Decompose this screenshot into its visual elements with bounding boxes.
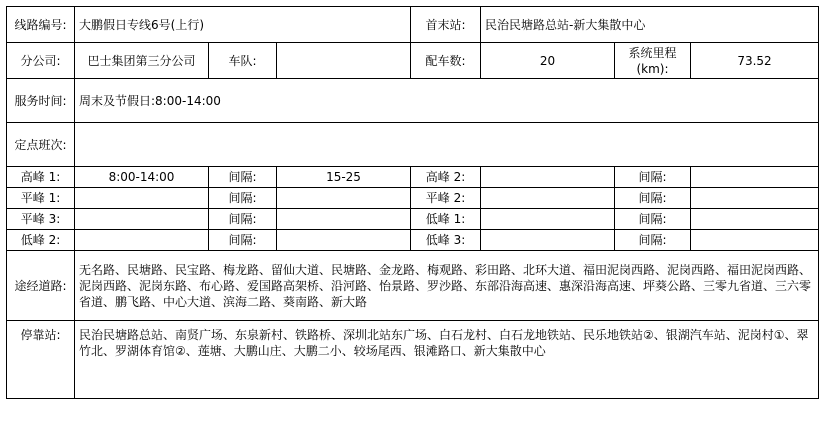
low1-interval-label: 间隔: [615, 209, 691, 230]
peak2-time [481, 167, 615, 188]
row-service-time [7, 79, 819, 123]
mileage-label: 系统里程(km): [615, 43, 691, 79]
low1-label: 低峰 1: [411, 209, 481, 230]
fixed-schedule-value [75, 123, 819, 167]
flat1-time [75, 188, 209, 209]
low2-time [75, 230, 209, 251]
low3-interval [691, 230, 819, 251]
row-fixed-schedule [7, 123, 819, 167]
terminals-label: 首末站: [411, 7, 481, 43]
service-time-label: 服务时间: [7, 79, 75, 123]
vehicles-value: 20 [481, 43, 615, 79]
flat3-interval-label: 间隔: [209, 209, 277, 230]
route-info-table [6, 6, 819, 399]
stops-value: 民治民塘路总站、南贤广场、东泉新村、铁路桥、深圳北站东广场、白石龙村、白石龙地铁站、民乐地铁站②、银湖汽车站、泥岗村①、翠竹北、罗湖体育馆②、莲塘、大鹏山庄、大鹏二小、较场尾西、银滩路口、新大集散中心 [75, 321, 819, 399]
flat1-interval [277, 188, 411, 209]
vehicles-label: 配车数: [411, 43, 481, 79]
low3-interval-label: 间隔: [615, 230, 691, 251]
row-interval [7, 167, 819, 188]
peak2-interval-label: 间隔: [615, 167, 691, 188]
row-interval [7, 209, 819, 230]
mileage-value: 73.52 [691, 43, 819, 79]
route-no-value: 大鹏假日专线6号(上行) [75, 7, 411, 43]
fleet-value [277, 43, 411, 79]
service-time-value: 周末及节假日:8:00-14:00 [75, 79, 819, 123]
flat2-interval [691, 188, 819, 209]
row-stops [7, 321, 819, 399]
low2-interval-label: 间隔: [209, 230, 277, 251]
via-roads-value: 无名路、民塘路、民宝路、梅龙路、留仙大道、民塘路、金龙路、梅观路、彩田路、北环大道、福田泥岗西路、泥岗西路、福田泥岗西路、泥岗西路、泥岗东路、布心路、爱国路高架桥、沿河路、怡景路、罗沙路、东部沿海高速、惠深沿海高速、坪葵公路、三零九省道、三六零省道、鹏飞路、中心大道、滨海二路、葵南路、新大路 [75, 251, 819, 321]
row-interval [7, 188, 819, 209]
low1-time [481, 209, 615, 230]
fleet-label: 车队: [209, 43, 277, 79]
fixed-schedule-label: 定点班次: [7, 123, 75, 167]
flat2-label: 平峰 2: [411, 188, 481, 209]
branch-value: 巴士集团第三分公司 [75, 43, 209, 79]
peak1-label: 高峰 1: [7, 167, 75, 188]
flat1-interval-label: 间隔: [209, 188, 277, 209]
flat3-time [75, 209, 209, 230]
peak1-interval-label: 间隔: [209, 167, 277, 188]
low3-label: 低峰 3: [411, 230, 481, 251]
low3-time [481, 230, 615, 251]
row-via-roads [7, 251, 819, 321]
low2-label: 低峰 2: [7, 230, 75, 251]
peak1-interval: 15-25 [277, 167, 411, 188]
flat2-time [481, 188, 615, 209]
branch-label: 分公司: [7, 43, 75, 79]
flat3-label: 平峰 3: [7, 209, 75, 230]
peak1-time: 8:00-14:00 [75, 167, 209, 188]
terminals-value: 民治民塘路总站-新大集散中心 [481, 7, 819, 43]
route-no-label: 线路编号: [7, 7, 75, 43]
row-route-no [7, 7, 819, 43]
low2-interval [277, 230, 411, 251]
peak2-interval [691, 167, 819, 188]
flat2-interval-label: 间隔: [615, 188, 691, 209]
stops-label: 停靠站: [7, 321, 75, 399]
flat1-label: 平峰 1: [7, 188, 75, 209]
row-interval [7, 230, 819, 251]
flat3-interval [277, 209, 411, 230]
row-branch [7, 43, 819, 79]
via-roads-label: 途经道路: [7, 251, 75, 321]
low1-interval [691, 209, 819, 230]
peak2-label: 高峰 2: [411, 167, 481, 188]
